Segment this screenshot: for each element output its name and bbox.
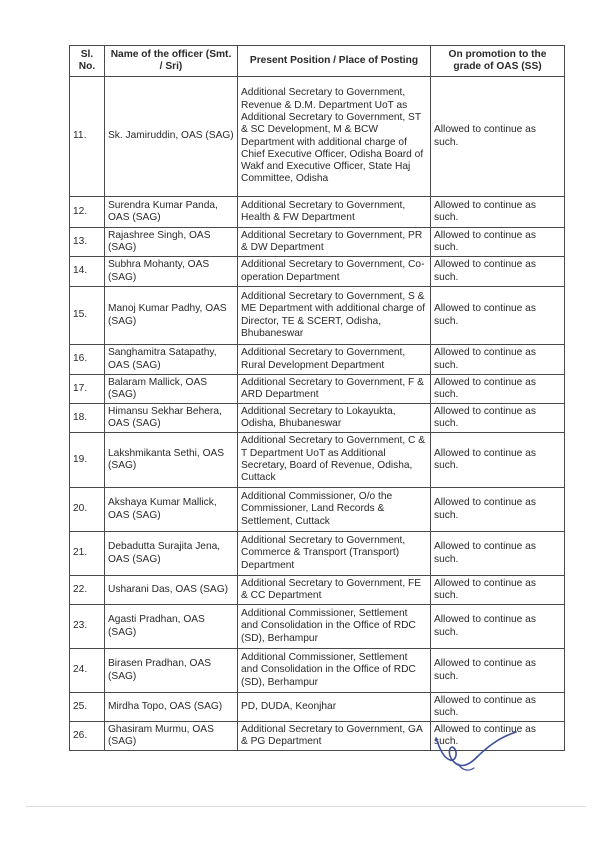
position-cell: Additional Secretary to Government, GA & PG Department: [238, 722, 431, 751]
promotion-cell: Allowed to continue as such.: [431, 77, 565, 197]
promotion-cell: Allowed to continue as such.: [431, 345, 565, 375]
table-row: [70, 488, 565, 532]
table-row: [70, 532, 565, 576]
table-row: [70, 77, 565, 197]
position-cell: Additional Commissioner, O/o the Commissioner, Land Records & Settlement, Cuttack: [238, 488, 431, 532]
table-row: [70, 375, 565, 404]
position-cell: Additional Secretary to Government, Commerce & Transport (Transport) Department: [238, 532, 431, 576]
table-row: [70, 693, 565, 722]
position-cell: Additional Secretary to Government, F & ARD Department: [238, 375, 431, 404]
promotion-cell: Allowed to continue as such.: [431, 693, 565, 722]
position-cell: Additional Secretary to Government, Rural Development Department: [238, 345, 431, 375]
sl-no-cell: 15.: [70, 287, 105, 345]
table-row: [70, 404, 565, 433]
header-present-position: Present Position / Place of Posting: [238, 46, 431, 77]
sl-no-cell: 24.: [70, 649, 105, 693]
sl-no-cell: 19.: [70, 433, 105, 488]
table-row: [70, 197, 565, 228]
sl-no-cell: 23.: [70, 605, 105, 649]
scan-edge-line: [26, 806, 586, 807]
sl-no-cell: 17.: [70, 375, 105, 404]
promotion-cell: Allowed to continue as such.: [431, 228, 565, 257]
promotion-cell: Allowed to continue as such.: [431, 287, 565, 345]
officer-posting-table: [69, 45, 565, 751]
header-on-promotion: On promotion to the grade of OAS (SS): [431, 46, 565, 77]
promotion-cell: Allowed to continue as such.: [431, 404, 565, 433]
sl-no-cell: 25.: [70, 693, 105, 722]
promotion-cell: Allowed to continue as such.: [431, 257, 565, 287]
position-cell: Additional Commissioner, Settlement and Consolidation in the Office of RDC (SD), Berhampur: [238, 605, 431, 649]
table-row: [70, 228, 565, 257]
table-header-row: [70, 46, 565, 77]
officer-name-cell: Mirdha Topo, OAS (SAG): [105, 693, 238, 722]
sl-no-cell: 21.: [70, 532, 105, 576]
officer-name-cell: Surendra Kumar Panda, OAS (SAG): [105, 197, 238, 228]
sl-no-cell: 20.: [70, 488, 105, 532]
position-cell: Additional Secretary to Government, Revenue & D.M. Department UoT as Additional Secretary to Government, ST & SC Development, M & BCW Department with additional charge of Chief Executive Officer, Odisha Board of Wakf and Executive Officer, State Haj Committee, Odisha: [238, 77, 431, 197]
officer-name-cell: Agasti Pradhan, OAS (SAG): [105, 605, 238, 649]
position-cell: Additional Secretary to Government, Co-operation Department: [238, 257, 431, 287]
position-cell: PD, DUDA, Keonjhar: [238, 693, 431, 722]
promotion-cell: Allowed to continue as such.: [431, 722, 565, 751]
promotion-cell: Allowed to continue as such.: [431, 576, 565, 605]
officer-name-cell: Himansu Sekhar Behera, OAS (SAG): [105, 404, 238, 433]
sl-no-cell: 26.: [70, 722, 105, 751]
sl-no-cell: 11.: [70, 77, 105, 197]
position-cell: Additional Secretary to Government, PR & DW Department: [238, 228, 431, 257]
officer-name-cell: Subhra Mohanty, OAS (SAG): [105, 257, 238, 287]
promotion-cell: Allowed to continue as such.: [431, 488, 565, 532]
promotion-cell: Allowed to continue as such.: [431, 532, 565, 576]
table-row: [70, 649, 565, 693]
officer-name-cell: Balaram Mallick, OAS (SAG): [105, 375, 238, 404]
sl-no-cell: 14.: [70, 257, 105, 287]
position-cell: Additional Secretary to Government, C & T Department UoT as Additional Secretary, Board of Revenue, Odisha, Cuttack: [238, 433, 431, 488]
sl-no-cell: 18.: [70, 404, 105, 433]
sl-no-cell: 12.: [70, 197, 105, 228]
position-cell: Additional Secretary to Lokayukta, Odisha, Bhubaneswar: [238, 404, 431, 433]
table-row: [70, 605, 565, 649]
header-officer-name: Name of the officer (Smt. / Sri): [105, 46, 238, 77]
officer-name-cell: Sanghamitra Satapathy, OAS (SAG): [105, 345, 238, 375]
position-cell: Additional Secretary to Government, FE & CC Department: [238, 576, 431, 605]
officer-name-cell: Manoj Kumar Padhy, OAS (SAG): [105, 287, 238, 345]
header-sl-no: Sl. No.: [70, 46, 105, 77]
position-cell: Additional Secretary to Government, Health & FW Department: [238, 197, 431, 228]
officer-name-cell: Rajashree Singh, OAS (SAG): [105, 228, 238, 257]
position-cell: Additional Commissioner, Settlement and Consolidation in the Office of RDC (SD), Berhampur: [238, 649, 431, 693]
officer-name-cell: Lakshmikanta Sethi, OAS (SAG): [105, 433, 238, 488]
promotion-cell: Allowed to continue as such.: [431, 605, 565, 649]
officer-name-cell: Akshaya Kumar Mallick, OAS (SAG): [105, 488, 238, 532]
table-row: [70, 345, 565, 375]
table-row: [70, 287, 565, 345]
promotion-cell: Allowed to continue as such.: [431, 433, 565, 488]
table-row: [70, 257, 565, 287]
position-cell: Additional Secretary to Government, S & ME Department with additional charge of Director, TE & SCERT, Odisha, Bhubaneswar: [238, 287, 431, 345]
officer-name-cell: Ghasiram Murmu, OAS (SAG): [105, 722, 238, 751]
officer-name-cell: Birasen Pradhan, OAS (SAG): [105, 649, 238, 693]
officer-name-cell: Debadutta Surajita Jena, OAS (SAG): [105, 532, 238, 576]
table-row: [70, 433, 565, 488]
officer-name-cell: Sk. Jamiruddin, OAS (SAG): [105, 77, 238, 197]
table-row: [70, 576, 565, 605]
promotion-cell: Allowed to continue as such.: [431, 375, 565, 404]
promotion-cell: Allowed to continue as such.: [431, 649, 565, 693]
promotion-cell: Allowed to continue as such.: [431, 197, 565, 228]
sl-no-cell: 22.: [70, 576, 105, 605]
handwritten-signature-icon: [428, 728, 523, 776]
sl-no-cell: 16.: [70, 345, 105, 375]
sl-no-cell: 13.: [70, 228, 105, 257]
officer-name-cell: Usharani Das, OAS (SAG): [105, 576, 238, 605]
